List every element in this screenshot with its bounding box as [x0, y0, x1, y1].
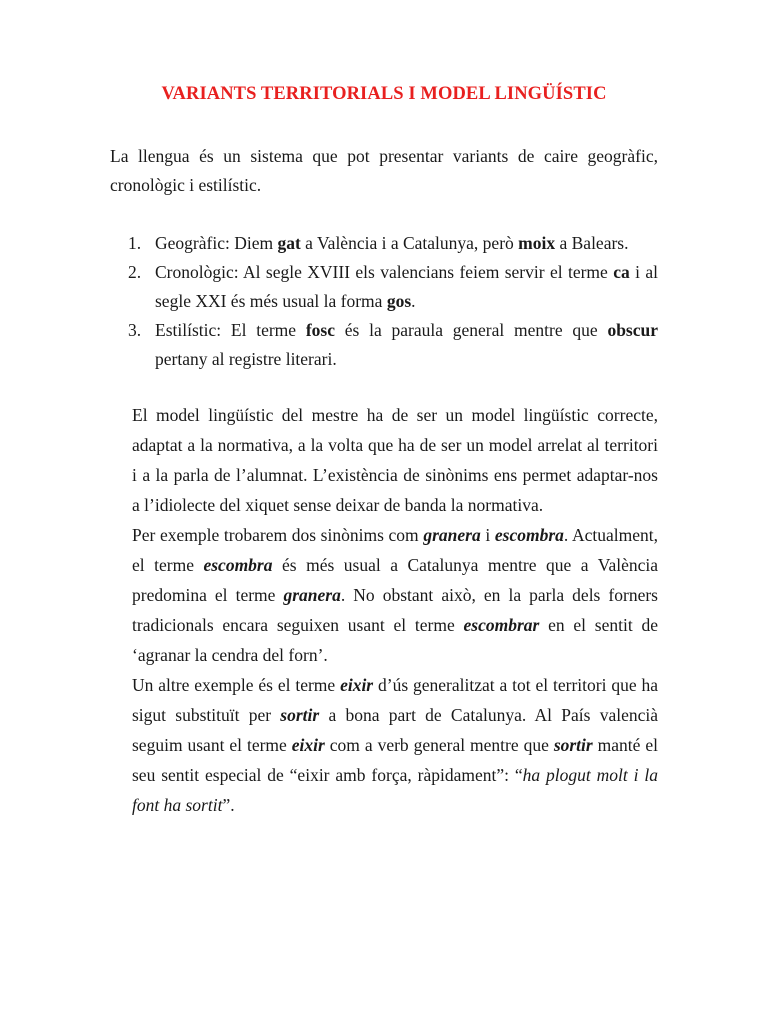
document-title: VARIANTS TERRITORIALS I MODEL LINGÜÍSTIC — [161, 84, 607, 104]
list-item-text: és la paraula general mentre que — [334, 320, 608, 340]
list-item-text: Estilístic: El terme — [155, 320, 306, 340]
list-item-stylistic — [128, 316, 658, 374]
paragraph-text: com a verb general mentre que — [324, 735, 554, 755]
term-bold-italic: sortir — [553, 735, 593, 755]
paragraph-text: . No obstant això, en la parla dels forners tradicionals encara seguixen usant el terme — [132, 585, 658, 635]
list-item-chronological — [128, 258, 658, 316]
term-bold-italic: eixir — [340, 675, 374, 695]
term-bold-italic: sortir — [280, 705, 320, 725]
variants-list — [128, 229, 658, 374]
list-item-text: i al segle XXI és més usual la forma — [155, 262, 659, 311]
list-item-number: 1. — [128, 233, 142, 253]
list-item-number: 2. — [128, 262, 142, 282]
synonyms-paragraph — [132, 520, 658, 670]
term-bold: moix — [518, 233, 556, 253]
list-item-text: pertany al registre literari. — [155, 349, 337, 369]
term-bold-italic: granera — [423, 525, 481, 545]
term-bold-italic: eixir — [291, 735, 325, 755]
list-item-text: Cronològic: Al segle XVIII els valencians feiem servir el terme — [155, 262, 614, 282]
paragraph-text: manté el seu sentit especial de “eixir amb força, ràpidament”: “ — [132, 735, 659, 785]
paragraph-text: ”. — [222, 795, 235, 815]
list-item-text: a Balears. — [555, 233, 629, 253]
quote-italic: ha plogut molt i la font ha sortit — [132, 765, 658, 815]
list-item-text: a València i a Catalunya, però — [300, 233, 519, 253]
term-bold-italic: granera — [283, 585, 341, 605]
term-bold-italic: escombra — [203, 555, 273, 575]
term-bold: fosc — [305, 320, 335, 340]
term-bold-italic: escombrar — [463, 615, 540, 635]
body-text — [132, 400, 658, 820]
term-bold: gos — [386, 291, 412, 311]
paragraph-text: i — [480, 525, 495, 545]
term-bold: obscur — [607, 320, 658, 340]
list-item-number: 3. — [128, 320, 142, 340]
paragraph-text: és més usual a Catalunya mentre que a València predomina el terme — [132, 555, 658, 605]
model-paragraph: El model lingüístic del mestre ha de ser un model lingüístic correcte, adaptat a la normativa, a la volta que ha de ser un model arrelat al territori i a la parla de l’alumnat. L’existència de sinònims ens permet adaptar-nos a l’idiolecte del xiquet sense deixar de banda la normativa. — [132, 405, 658, 515]
term-bold-italic: escombra — [494, 525, 564, 545]
intro-paragraph: La llengua és un sistema que pot presentar variants de caire geogràfic, cronològic i estilístic. — [110, 146, 658, 195]
paragraph-text: d’ús generalitzat a tot el territori que ha sigut substituït per — [132, 675, 658, 725]
eixir-paragraph — [132, 670, 658, 820]
list-item-text: . — [411, 291, 416, 311]
paragraph-text: Per exemple trobarem dos sinònims com — [132, 525, 424, 545]
paragraph-text: a bona part de Catalunya. Al País valencià seguim usant el terme — [132, 705, 658, 755]
paragraph-text: . Actualment, el terme — [132, 525, 658, 575]
term-bold: ca — [613, 262, 630, 282]
paragraph-text: Un altre exemple és el terme — [132, 675, 341, 695]
paragraph-text: en el sentit de ‘agranar la cendra del forn’. — [132, 615, 658, 665]
term-bold: gat — [277, 233, 301, 253]
list-item-geographic — [128, 229, 658, 258]
list-item-text: Geogràfic: Diem — [155, 233, 278, 253]
